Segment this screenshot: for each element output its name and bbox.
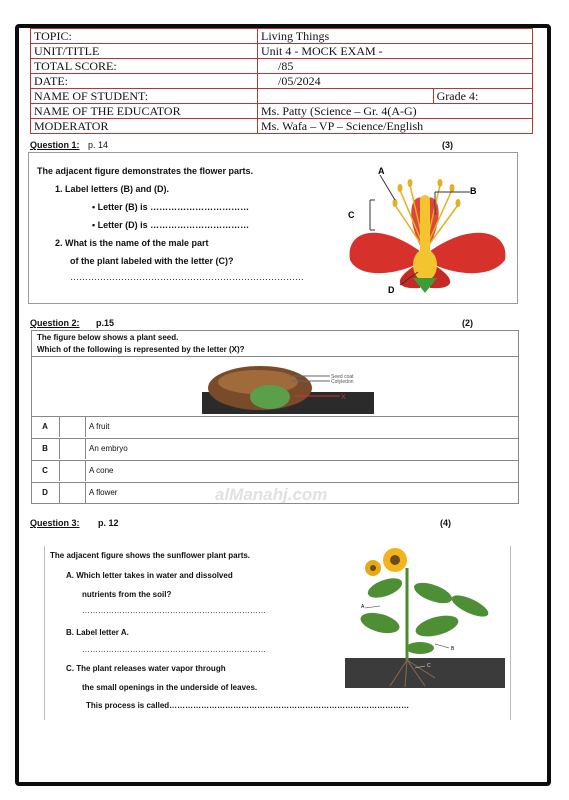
q1-marks: (3) xyxy=(442,140,453,150)
table-row xyxy=(31,104,533,119)
option-b[interactable] xyxy=(31,438,519,459)
q3-c3[interactable]: This process is called……………………………………………………………………………… xyxy=(86,701,410,710)
sunflower-label-a: A xyxy=(361,604,365,610)
grade-label: Grade 4: xyxy=(433,89,532,104)
moderator-label: MODERATOR xyxy=(31,119,258,134)
q1-intro: The adjacent figure demonstrates the flower parts. xyxy=(37,166,254,176)
score-value: /85 xyxy=(258,59,533,74)
educator-label: NAME OF THE EDUCATOR xyxy=(31,104,258,119)
table-row xyxy=(31,119,533,134)
q1-letter-b: • Letter (B) is …………………………… xyxy=(92,202,250,212)
educator-value: Ms. Patty (Science – Gr. 4(A-G) xyxy=(258,104,533,119)
option-c-text: A cone xyxy=(89,466,114,475)
q3-c1: C. The plant releases water vapor through xyxy=(66,664,226,673)
score-label: TOTAL SCORE: xyxy=(31,59,258,74)
q1-page: p. 14 xyxy=(88,140,109,150)
moderator-value: Ms. Wafa – VP – Science/English xyxy=(258,119,533,134)
q1-heading xyxy=(30,140,108,150)
option-separator xyxy=(59,483,86,503)
q1-letter-b-text[interactable]: Letter (B) is …………………………… xyxy=(97,202,250,212)
q1-letter-d: • Letter (D) is …………………………… xyxy=(92,220,250,230)
option-b-key: B xyxy=(42,444,48,453)
q2-page: p.15 xyxy=(96,318,115,328)
option-separator xyxy=(59,439,86,459)
unit-label: UNIT/TITLE xyxy=(31,44,258,59)
option-separator xyxy=(59,461,86,481)
header-table xyxy=(30,28,533,134)
q2-title: Question 2: xyxy=(30,318,80,328)
q1-part2b: of the plant labeled with the letter (C)? xyxy=(70,256,234,266)
q2-divider xyxy=(31,356,519,357)
q3-page: p. 12 xyxy=(98,518,119,528)
q1-letter-d-text[interactable]: Letter (D) is …………………………… xyxy=(97,220,250,230)
date-value: /05/2024 xyxy=(258,74,533,89)
table-row xyxy=(31,59,533,74)
topic-value: Living Things xyxy=(258,29,533,44)
table-row xyxy=(31,29,533,44)
sunflower-label-b: B xyxy=(451,646,455,652)
option-a-key: A xyxy=(42,422,48,431)
flower-label-a: A xyxy=(378,166,385,176)
option-d-text: A flower xyxy=(89,488,118,497)
option-c-key: C xyxy=(42,466,48,475)
date-label: DATE: xyxy=(31,74,258,89)
option-c[interactable] xyxy=(31,460,519,481)
q3-c2: the small openings in the underside of leaves. xyxy=(82,683,258,692)
student-label: NAME OF STUDENT: xyxy=(31,89,258,104)
sunflower-diagram xyxy=(345,548,505,688)
q2-intro1: The figure below shows a plant seed. xyxy=(37,333,179,342)
flower-label-b: B xyxy=(470,186,477,196)
option-d-key: D xyxy=(42,488,48,497)
flower-label-c: C xyxy=(348,210,355,220)
q3-marks: (4) xyxy=(440,518,451,528)
seed-diagram xyxy=(200,362,380,414)
table-row xyxy=(31,44,533,59)
topic-label: TOPIC: xyxy=(31,29,258,44)
cotyledon-label: Cotyledon xyxy=(331,379,354,385)
option-a-text: A fruit xyxy=(89,422,110,431)
q3-title: Question 3: xyxy=(30,518,80,528)
table-row xyxy=(31,89,533,104)
table-row xyxy=(31,74,533,89)
flower-diagram xyxy=(340,160,515,298)
q2-marks: (2) xyxy=(462,318,473,328)
student-name-field[interactable] xyxy=(258,89,434,104)
q2-intro2: Which of the following is represented by the letter (X)? xyxy=(37,345,245,354)
seed-x-label: X xyxy=(341,394,346,401)
seed-coat-label: Seed coat xyxy=(331,374,354,380)
unit-value: Unit 4 - MOCK EXAM - xyxy=(258,44,533,59)
q3-a2: nutrients from the soil? xyxy=(82,590,172,599)
q3-intro: The adjacent figure shows the sunflower plant parts. xyxy=(50,551,251,560)
q1-part1: 1. Label letters (B) and (D). xyxy=(55,184,170,194)
flower-label-d: D xyxy=(388,285,395,295)
option-separator xyxy=(59,417,86,437)
q3-b-line[interactable]: …………………………………………………………… xyxy=(82,645,266,654)
sunflower-label-c: C xyxy=(427,663,431,669)
q2-heading xyxy=(30,318,114,328)
q3-a1: A. Which letter takes in water and dissolved xyxy=(66,571,233,580)
option-b-text: An embryo xyxy=(89,444,128,453)
option-a[interactable] xyxy=(31,416,519,437)
q3-heading xyxy=(30,518,119,528)
watermark: alManahj.com xyxy=(215,485,328,504)
q3-b: B. Label letter A. xyxy=(66,628,129,637)
q1-answer-line[interactable]: …………………………………………………………………… xyxy=(70,272,304,282)
q3-a-line[interactable]: …………………………………………………………… xyxy=(82,606,266,615)
q1-part2a: 2. What is the name of the male part xyxy=(55,238,209,248)
q1-title: Question 1: xyxy=(30,140,80,150)
